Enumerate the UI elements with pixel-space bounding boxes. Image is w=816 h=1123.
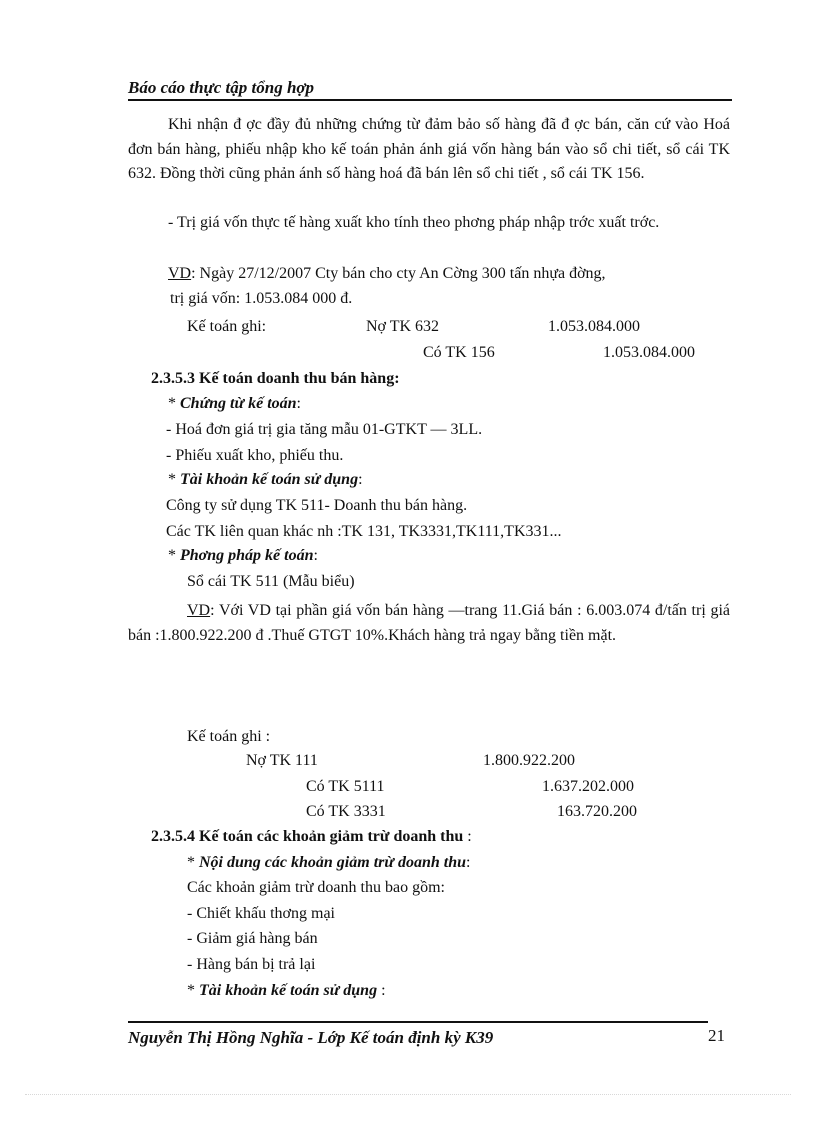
section-2353-heading: 2.3.5.3 Kế toán doanh thu bán hàng: [151,370,400,387]
example-1-label: VD [168,265,192,282]
example-2-paragraph [128,599,730,648]
page-edge-dotted-line [25,1094,791,1095]
entry-2-credit-2: Có TK 3331 [306,803,386,820]
entry-1-debit-amount: 1.053.084.000 [548,318,640,335]
entry-1-label: Kế toán ghi: [187,318,267,335]
page-number: 21 [708,1026,725,1045]
intro-paragraph: Khi nhận đ ợc đầy đủ những chứng từ đảm bảo số hàng đã đ ợc bán, căn cứ vào Hoá đơn bán hàng, phiếu nhập kho kế toán phản ánh giá vốn hàng bán vào sổ chi tiết, sổ cái TK 632. Đồng thời cũng phản ánh số hàng hoá đã bán lên sổ chi tiết , sổ cái TK 156. [128,116,730,182]
accounts-2354-heading: Tài khoản kế toán sử dụng [199,982,378,999]
example-1-text: : Ngày 27/12/2007 Cty bán cho cty An Cờng 300 tấn nhựa đờng, [191,265,606,282]
entry-2-label: Kế toán ghi : [187,728,271,745]
includes-text: Các khoản giảm trừ doanh thu bao gồm: [187,879,445,896]
accounts-subheading: * Tài khoản kế toán sử dụng: [168,471,363,488]
entry-2-credit-1-amount: 1.637.202.000 [542,778,634,795]
entry-1-debit: Nợ TK 632 [366,318,440,335]
entry-2-credit-1: Có TK 5111 [306,778,385,795]
docs-subheading: * Chứng từ kế toán: [168,395,301,412]
doc-item-2: - Phiếu xuất kho, phiếu thu. [166,447,344,464]
method-subheading: * Phơng pháp kế toán: [168,547,318,564]
account-item-2: Các TK liên quan khác nh :TK 131, TK3331,TK111,TK331... [166,523,562,540]
accounts-heading: Tài khoản kế toán sử dụng [180,471,359,488]
entry-1-credit-amount: 1.053.084.000 [603,344,695,361]
header-rule [128,99,732,101]
content-heading: Nội dung các khoản giảm trừ doanh thu [199,854,466,871]
reduction-item-3: - Hàng bán bị trả lại [187,956,316,973]
example-2-label: VD [187,602,211,619]
content-subheading: * Nội dung các khoản giảm trừ doanh thu: [187,854,471,871]
entry-2-debit-amount: 1.800.922.200 [483,752,575,769]
method-item-1: Sổ cái TK 511 (Mẫu biểu) [187,573,355,590]
footer-author: Nguyễn Thị Hồng Nghĩa - Lớp Kế toán định kỳ K39 [128,1028,494,1047]
intro-fifo-paragraph: - Trị giá vốn thực tế hàng xuất kho tính theo phơng pháp nhập trớc xuất trớc. [168,214,660,231]
accounts-2354-subheading: * Tài khoản kế toán sử dụng : [187,982,386,999]
example-1-cost: trị giá vốn: 1.053.084 000 đ. [170,290,353,307]
example-2-text: : Với VD tại phần giá vốn bán hàng —trang 11.Giá bán : 6.003.074 đ/tấn trị giá bán :1.800.922.200 đ .Thuế GTGT 10%.Khách hàng trả ngay bằng tiền mặt. [128,602,730,644]
method-heading: Phơng pháp kế toán [180,547,314,564]
page-header-title: Báo cáo thực tập tổng hợp [128,78,315,97]
reduction-item-1: - Chiết khấu thơng mại [187,905,335,922]
account-item-1: Công ty sử dụng TK 511- Doanh thu bán hàng. [166,497,468,514]
footer-rule [128,1021,708,1023]
doc-item-1: - Hoá đơn giá trị gia tăng mẫu 01-GTKT — 3LL. [166,421,483,438]
entry-1-credit: Có TK 156 [423,344,495,361]
docs-heading: Chứng từ kế toán [180,395,297,412]
entry-2-credit-2-amount: 163.720.200 [557,803,637,820]
section-2354-heading: 2.3.5.4 Kế toán các khoản giảm trừ doanh thu : [151,828,472,845]
reduction-item-2: - Giảm giá hàng bán [187,930,318,947]
example-1 [168,265,606,283]
entry-2-debit: Nợ TK 111 [246,752,318,769]
